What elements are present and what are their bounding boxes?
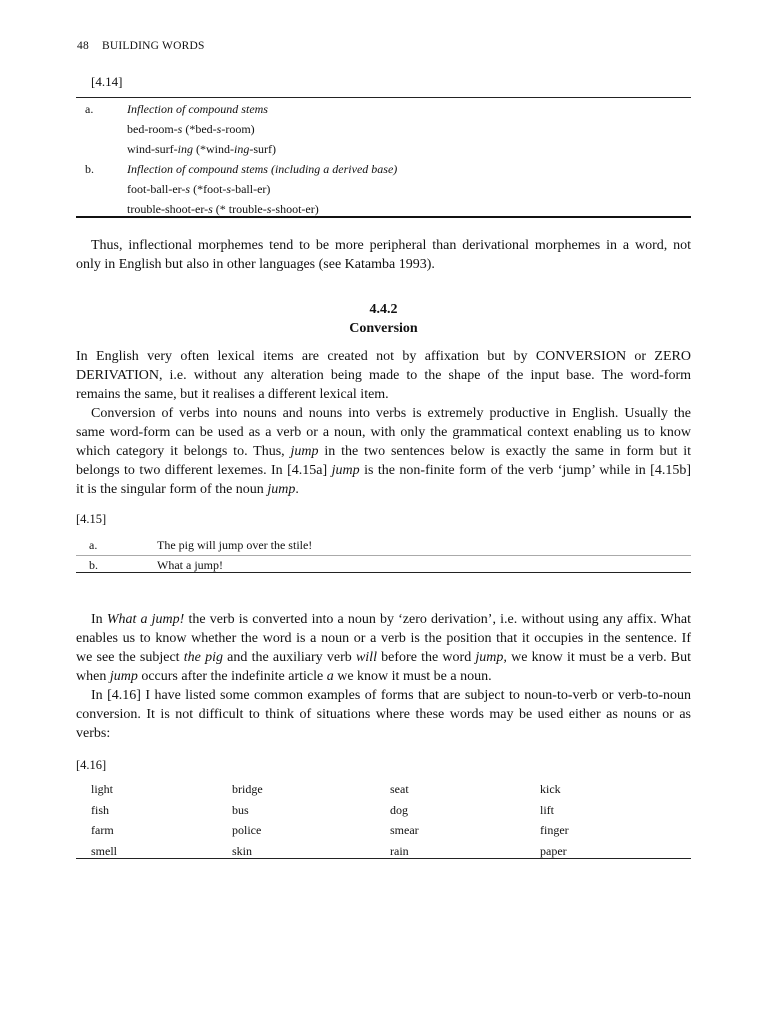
word-grid-row — [76, 779, 691, 799]
text-line: enables us to know whether the word is a noun or a verb is the position that it occupies in the sentence. If — [76, 631, 691, 646]
paragraph-2 — [76, 347, 691, 404]
example-text: trouble-shoot-er-s (* trouble-s-shoot-er) — [127, 202, 319, 216]
word-cell: skin — [232, 843, 253, 858]
word-cell: kick — [540, 782, 561, 796]
word-cell: light — [91, 782, 114, 796]
table-bottom-rule-4-16 — [76, 858, 691, 859]
table-bottom-rule-4-15 — [76, 572, 691, 573]
paragraph-3 — [76, 404, 691, 499]
table-top-rule — [76, 97, 691, 98]
word-cell: police — [232, 823, 262, 837]
example-label-4-14: [4.14] — [91, 74, 123, 89]
table-bottom-rule — [76, 216, 691, 218]
example-row — [76, 536, 691, 555]
text-line: In What a jump! the verb is converted into a noun by ‘zero derivation’, i.e. without using any affix. What — [91, 612, 691, 627]
example-letter: b. — [85, 162, 94, 176]
word-grid-row — [76, 820, 691, 840]
text-line: same word-form can be used as a verb or a noun, with only the grammatical context enabling us to know — [76, 425, 691, 440]
section-title: Conversion — [349, 321, 418, 336]
text-line: verbs: — [76, 726, 111, 741]
example-row — [76, 179, 691, 199]
text-line: which category it belongs to. Thus, jump in the two sentences below is exactly the same in form but it — [76, 444, 691, 459]
example-text: Inflection of compound stems (including a derived base) — [127, 162, 398, 176]
word-cell: smell — [91, 843, 117, 858]
word-cell: smear — [390, 823, 419, 837]
text-line: when jump occurs after the indefinite article a we know it must be a noun. — [76, 669, 492, 684]
text-line: it is the singular form of the noun jump. — [76, 482, 299, 497]
example-letter: a. — [89, 538, 98, 552]
word-cell: seat — [390, 782, 409, 796]
text-line: Conversion of verbs into nouns and nouns into verbs is extremely productive in English. Usually the — [91, 406, 691, 421]
word-cell: lift — [540, 802, 554, 817]
text-line: In English very often lexical items are created not by affixation but by CONVERSION or ZERO — [76, 349, 691, 364]
text-line: Thus, inflectional morphemes tend to be more peripheral than derivational morphemes in a word, not — [91, 238, 691, 253]
example-row — [76, 119, 691, 139]
text-line: we see the subject the pig and the auxiliary verb will before the word jump, we know it must be a verb. But — [76, 650, 691, 665]
example-text: What a jump! — [157, 558, 223, 572]
example-letter: b. — [89, 558, 98, 572]
word-cell: farm — [91, 823, 114, 837]
paragraph-1 — [76, 236, 691, 274]
example-row — [76, 99, 691, 119]
text-line: only in English but also in other languages (see Katamba 1993). — [76, 257, 435, 272]
word-cell: bus — [232, 802, 249, 817]
text-line: belongs to two different lexemes. In [4.15a] jump is the non-finite form of the verb ‘jump’ while in [4.15b] — [76, 463, 691, 478]
word-cell: dog — [390, 802, 408, 817]
running-header — [77, 40, 205, 52]
page-number: 48 — [77, 40, 89, 52]
text-line: DERIVATION, i.e. without any alteration being made to the shape of the input base. The word-form — [76, 368, 691, 383]
section-number: 4.4.2 — [369, 302, 398, 317]
word-cell: fish — [91, 802, 109, 817]
example-row — [76, 159, 691, 179]
text-line: In [4.16] I have listed some common examples of forms that are subject to noun-to-verb or verb-to-noun — [91, 688, 691, 703]
word-cell: finger — [540, 823, 569, 837]
example-text: The pig will jump over the stile! — [157, 538, 313, 552]
word-grid-row — [76, 800, 691, 820]
example-letter: a. — [85, 102, 94, 116]
running-title: BUILDING WORDS — [101, 40, 205, 52]
word-cell: paper — [540, 843, 567, 858]
example-text: Inflection of compound stems — [127, 102, 268, 116]
word-cell: rain — [390, 843, 409, 858]
example-label-4-16: [4.16] — [76, 758, 107, 772]
paragraph-4 — [76, 610, 691, 686]
example-text: wind-surf-ing (*wind-ing-surf) — [127, 142, 276, 156]
example-row — [76, 139, 691, 159]
table-row-divider — [76, 555, 691, 556]
text-line: conversion. It is not difficult to think of situations where these words may be used either as nouns or as — [76, 707, 691, 722]
text-line: remains the same, but it realises a different lexical item. — [76, 387, 389, 402]
example-text: foot-ball-er-s (*foot-s-ball-er) — [127, 182, 271, 196]
word-cell: bridge — [232, 782, 263, 796]
example-label-4-15: [4.15] — [76, 512, 107, 526]
example-text: bed-room-s (*bed-s-room) — [127, 122, 255, 136]
paragraph-5 — [76, 686, 691, 743]
